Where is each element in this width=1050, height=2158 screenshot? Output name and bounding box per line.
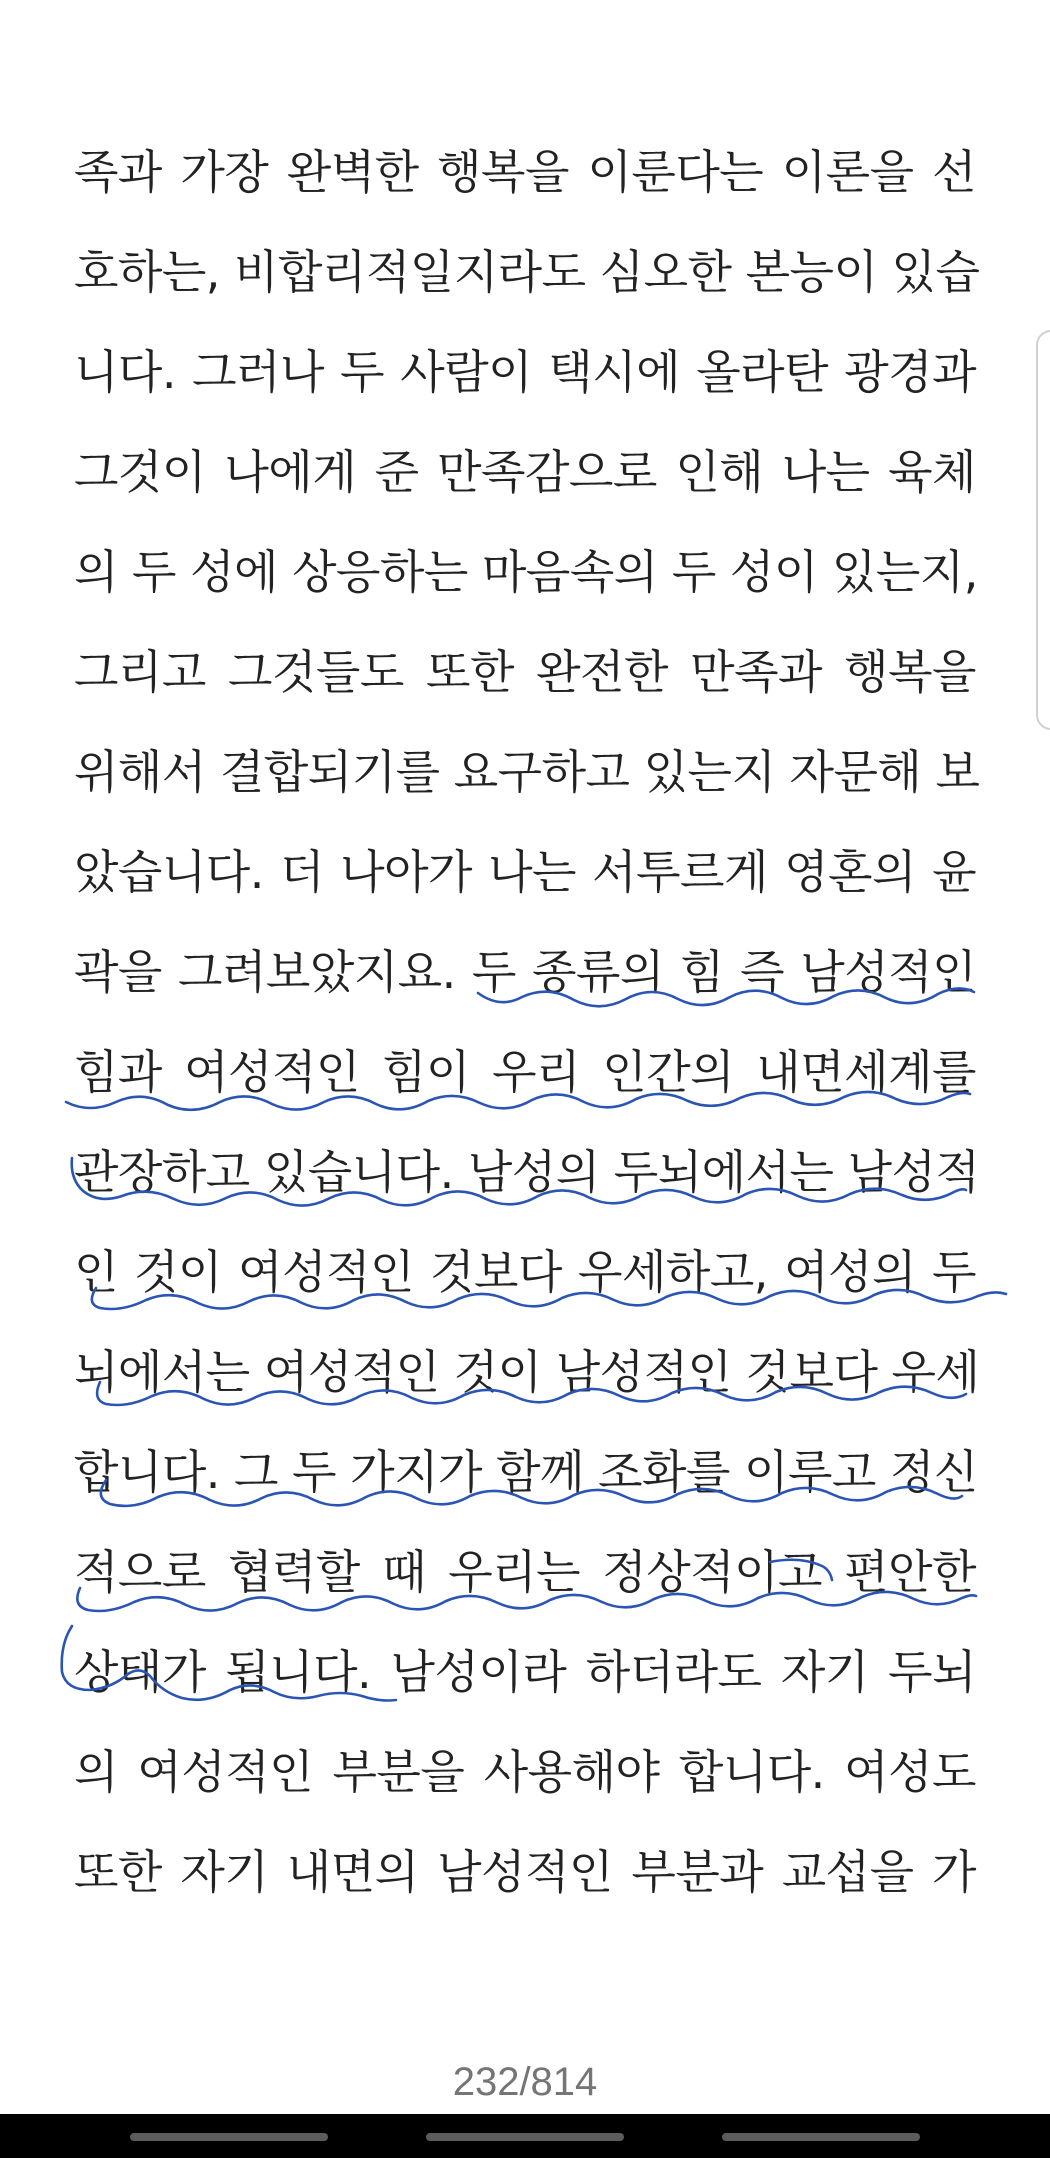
text-line[interactable]: 그것이 나에게 준 만족감으로 인해 나는 육체 [74,445,976,499]
text-line[interactable]: 힘과 여성적인 힘이 우리 인간의 내면세계를 [74,1045,976,1099]
text-line[interactable]: 의 여성적인 부분을 사용해야 합니다. 여성도 [74,1745,976,1799]
text-line[interactable]: 위해서 결합되기를 요구하고 있는지 자문해 보 [74,745,980,799]
recent-apps-button[interactable] [130,2133,328,2141]
text-line[interactable]: 합니다. 그 두 가지가 함께 조화를 이루고 정신 [74,1445,978,1499]
text-line[interactable]: 상태가 됩니다. 남성이라 하더라도 자기 두뇌 [74,1645,976,1699]
text-line[interactable]: 적으로 협력할 때 우리는 정상적이고 편안한 [74,1545,976,1599]
text-line[interactable]: 또한 자기 내면의 남성적인 부분과 교섭을 가 [74,1845,976,1899]
scroll-handle[interactable] [1036,330,1050,730]
text-line[interactable]: 의 두 성에 상응하는 마음속의 두 성이 있는지, [74,545,978,599]
text-line[interactable]: 족과 가장 완벽한 행복을 이룬다는 이론을 선 [74,145,976,199]
text-line[interactable]: 뇌에서는 여성적인 것이 남성적인 것보다 우세 [74,1345,980,1399]
system-navigation-bar [0,2114,1050,2158]
text-line[interactable]: 니다. 그러나 두 사람이 택시에 올라탄 광경과 [74,345,976,399]
text-line[interactable]: 인 것이 여성적인 것보다 우세하고, 여성의 두 [74,1245,976,1299]
home-button[interactable] [426,2133,624,2141]
page-indicator: 232/814 [452,2060,598,2104]
text-line[interactable]: 그리고 그것들도 또한 완전한 만족과 행복을 [74,645,976,699]
back-button[interactable] [722,2133,920,2141]
text-line[interactable]: 곽을 그려보았지요. 두 종류의 힘 즉 남성적인 [74,945,976,999]
text-line[interactable]: 호하는, 비합리적일지라도 심오한 본능이 있습 [74,245,980,299]
text-line[interactable]: 관장하고 있습니다. 남성의 두뇌에서는 남성적 [74,1145,980,1199]
text-line[interactable]: 았습니다. 더 나아가 나는 서투르게 영혼의 윤 [74,845,976,899]
